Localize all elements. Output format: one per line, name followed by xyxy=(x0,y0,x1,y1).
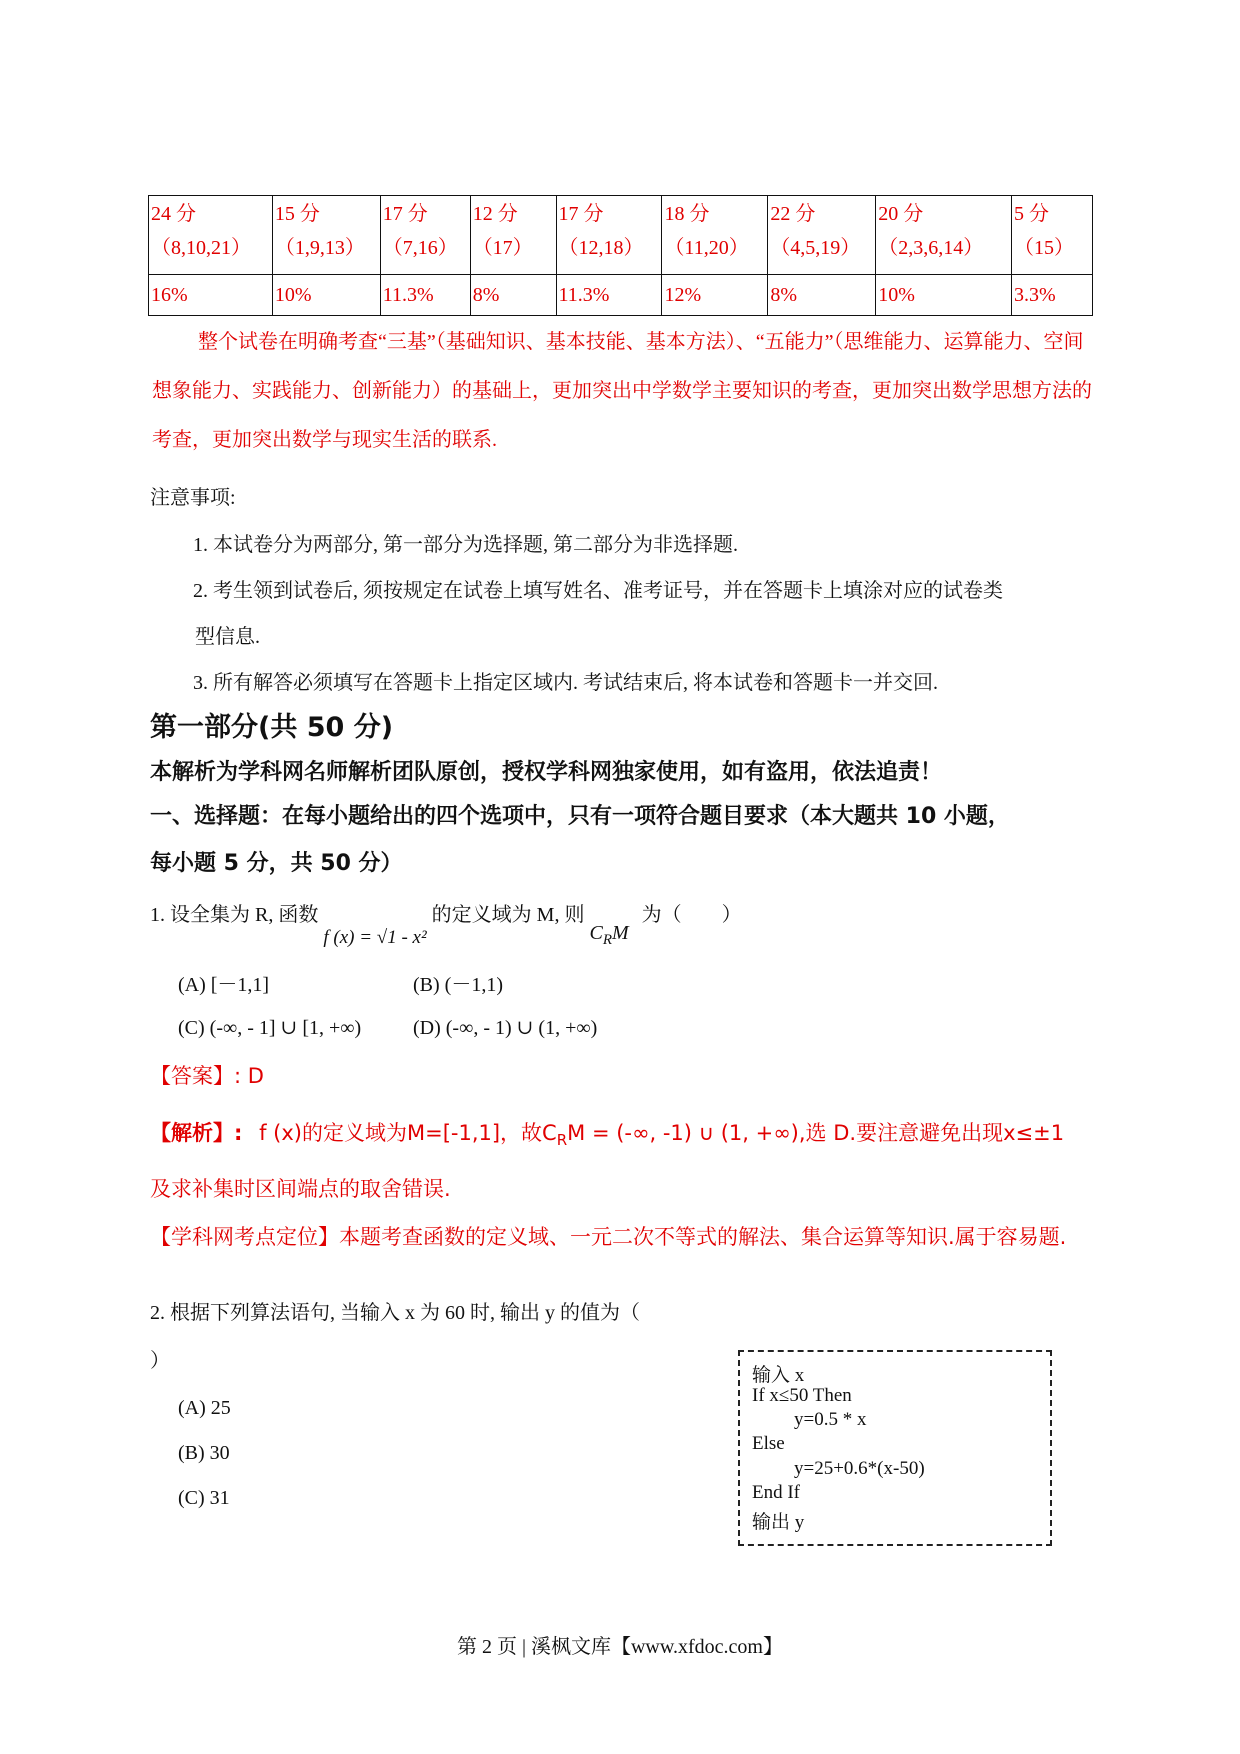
q1-option-a: (A) [－1,1] xyxy=(178,974,270,996)
q2-option-b: (B) 30 xyxy=(178,1442,230,1464)
score-cell: 24 分 （8,10,21） xyxy=(149,196,273,275)
complement-symbol: $C_RM$ xyxy=(589,922,629,948)
q2-option-a: (A) 25 xyxy=(178,1397,231,1419)
q1-kaodian: 【学科网考点定位】本题考查函数的定义域、一元二次不等式的解法、集合运算等知识.属于容易题. xyxy=(150,1225,1067,1249)
q1-analysis: 【解析】: f (x)的定义域为M=[-1,1]，故$C_RM$ = (-∞, -1) ∪ (1, +∞),选 D.要注意避免出现x≤±1 xyxy=(150,1121,1065,1150)
page-footer: 第 2 页 | 溪枫文库【www.xfdoc.com】 xyxy=(456,1636,783,1658)
notice-item-3: 3. 所有解答必须填写在答题卡上指定区域内. 考试结束后, 将本试卷和答题卡一并交回. xyxy=(193,672,938,694)
percent-cell: 8% xyxy=(768,275,876,316)
code-line: Else xyxy=(752,1433,785,1454)
q1-option-d: (D) (-∞, - 1) ∪ (1, +∞) xyxy=(413,1017,598,1039)
score-table xyxy=(148,195,1093,316)
code-line: 输出 y xyxy=(752,1512,805,1533)
percent-cell: 10% xyxy=(876,275,1012,316)
q2-option-c: (C) 31 xyxy=(178,1487,230,1509)
notice-item-1: 1. 本试卷分为两部分, 第一部分为选择题, 第二部分为非选择题. xyxy=(193,534,738,556)
score-cell: 17 分 （12,18） xyxy=(556,196,662,275)
summary-paragraph: 整个试卷在明确考查“三基”（基础知识、基本技能、基本方法）、“五能力”（思维能力、运算能力、空间想象能力、实践能力、创新能力）的基础上，更加突出中学数学主要知识的考查，更加突出数学思想方法的考查，更加突出数学与现实生活的联系. xyxy=(152,331,1092,451)
score-cell: 12 分 （17） xyxy=(470,196,556,275)
score-cell: 15 分 （1,9,13） xyxy=(272,196,380,275)
q1-answer: 【答案】: D xyxy=(150,1064,264,1088)
percent-cell: 11.3% xyxy=(556,275,662,316)
q1-analysis-line-2: 及求补集时区间端点的取舍错误. xyxy=(150,1177,451,1201)
question-2-stem-close: ） xyxy=(150,1350,170,1372)
code-line: End If xyxy=(752,1482,801,1503)
percent-cell: 8% xyxy=(470,275,556,316)
q1-option-b: (B) (－1,1) xyxy=(413,974,503,996)
notice-title: 注意事项: xyxy=(150,487,236,509)
question-1-stem: 1. 设全集为 R, 函数 f (x) = √1 - x² 的定义域为 M, 则 $C_RM$ 为（ ） xyxy=(150,904,742,948)
score-row xyxy=(149,196,1093,275)
section-title-line-2: 每小题 5 分，共 50 分） xyxy=(150,851,403,876)
score-cell: 18 分 （11,20） xyxy=(662,196,768,275)
score-cell: 17 分 （7,16） xyxy=(380,196,470,275)
score-cell: 5 分 （15） xyxy=(1012,196,1093,275)
code-line: 输入 x xyxy=(752,1365,805,1386)
percent-cell: 12% xyxy=(662,275,768,316)
code-line: y=25+0.6*(x-50) xyxy=(794,1458,925,1479)
code-line: y=0.5 * x xyxy=(794,1409,867,1430)
domain-formula: f (x) = √1 - x² xyxy=(323,927,427,948)
percent-cell: 10% xyxy=(272,275,380,316)
percent-cell: 3.3% xyxy=(1012,275,1093,316)
percent-cell: 11.3% xyxy=(380,275,470,316)
question-2-stem: 2. 根据下列算法语句, 当输入 x 为 60 时, 输出 y 的值为（ xyxy=(150,1302,640,1324)
algorithm-code-box xyxy=(738,1350,1052,1546)
section-title-line-1: 一、选择题：在每小题给出的四个选项中，只有一项符合题目要求（本大题共 10 小题， xyxy=(150,804,1010,829)
score-cell: 22 分 （4,5,19） xyxy=(768,196,876,275)
percent-cell: 16% xyxy=(149,275,273,316)
percent-row xyxy=(149,275,1093,316)
part-title: 第一部分(共 50 分) xyxy=(150,712,394,743)
q1-option-c: (C) (-∞, - 1] ∪ [1, +∞) xyxy=(178,1017,362,1039)
score-cell: 20 分 （2,3,6,14） xyxy=(876,196,1012,275)
notice-item-2-line-1: 2. 考生领到试卷后, 须按规定在试卷上填写姓名、准考证号，并在答题卡上填涂对应的试卷类 xyxy=(193,580,1003,602)
code-line: If x≤50 Then xyxy=(752,1385,852,1406)
notice-item-2-line-2: 型信息. xyxy=(195,626,260,648)
copyright-notice: 本解析为学科网名师解析团队原创，授权学科网独家使用，如有盗用，依法追责！ xyxy=(150,760,943,785)
